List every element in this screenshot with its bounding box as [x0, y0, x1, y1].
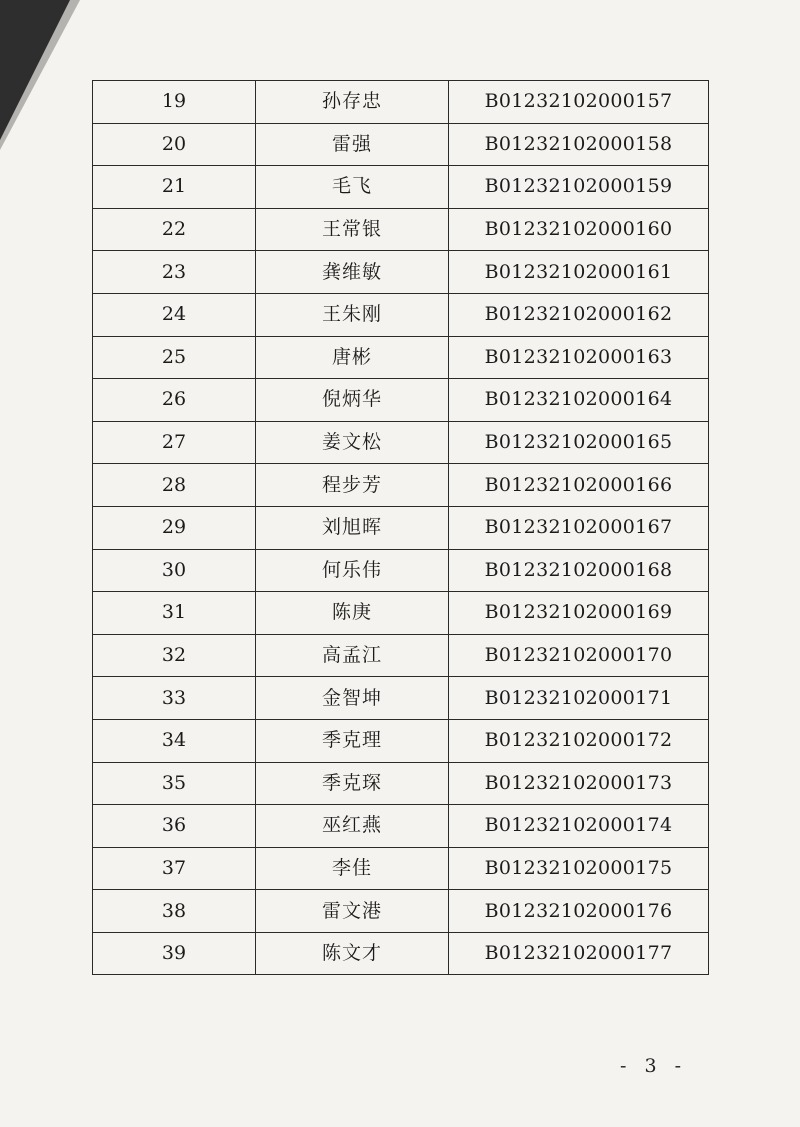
- table-row: [93, 81, 709, 124]
- row-code-cell: B01232102000174: [449, 805, 709, 848]
- row-code-cell: B01232102000164: [449, 379, 709, 422]
- row-index-cell: 38: [93, 890, 256, 933]
- row-index-cell: 23: [93, 251, 256, 294]
- row-code-cell: B01232102000167: [449, 506, 709, 549]
- row-index-cell: 34: [93, 719, 256, 762]
- row-index-cell: 20: [93, 123, 256, 166]
- table-row: [93, 890, 709, 933]
- row-index-cell: 19: [93, 81, 256, 124]
- row-code-cell: B01232102000173: [449, 762, 709, 805]
- row-name-cell: 雷强: [256, 123, 449, 166]
- row-name-cell: 雷文港: [256, 890, 449, 933]
- row-code-cell: B01232102000177: [449, 932, 709, 975]
- row-index-cell: 29: [93, 506, 256, 549]
- row-index-cell: 22: [93, 208, 256, 251]
- row-name-cell: 王常银: [256, 208, 449, 251]
- table-row: [93, 762, 709, 805]
- row-name-cell: 王朱刚: [256, 293, 449, 336]
- table-row: [93, 719, 709, 762]
- row-name-cell: 金智坤: [256, 677, 449, 720]
- table-row: [93, 847, 709, 890]
- row-name-cell: 倪炳华: [256, 379, 449, 422]
- row-index-cell: 32: [93, 634, 256, 677]
- row-code-cell: B01232102000169: [449, 592, 709, 635]
- row-code-cell: B01232102000157: [449, 81, 709, 124]
- row-code-cell: B01232102000168: [449, 549, 709, 592]
- table-row: [93, 932, 709, 975]
- row-index-cell: 36: [93, 805, 256, 848]
- table-row: [93, 805, 709, 848]
- row-code-cell: B01232102000161: [449, 251, 709, 294]
- row-code-cell: B01232102000170: [449, 634, 709, 677]
- row-code-cell: B01232102000165: [449, 421, 709, 464]
- roster-table: [92, 80, 709, 975]
- row-code-cell: B01232102000172: [449, 719, 709, 762]
- row-code-cell: B01232102000166: [449, 464, 709, 507]
- table-row: [93, 634, 709, 677]
- table-row: [93, 379, 709, 422]
- table-row: [93, 293, 709, 336]
- row-name-cell: 巫红燕: [256, 805, 449, 848]
- table-row: [93, 464, 709, 507]
- table-row: [93, 549, 709, 592]
- table-row: [93, 506, 709, 549]
- row-index-cell: 28: [93, 464, 256, 507]
- row-code-cell: B01232102000163: [449, 336, 709, 379]
- row-name-cell: 何乐伟: [256, 549, 449, 592]
- row-name-cell: 龚维敏: [256, 251, 449, 294]
- row-index-cell: 25: [93, 336, 256, 379]
- table-row: [93, 166, 709, 209]
- table-row: [93, 336, 709, 379]
- scan-corner-fold: [0, 0, 70, 140]
- row-name-cell: 陈文才: [256, 932, 449, 975]
- row-name-cell: 李佳: [256, 847, 449, 890]
- row-index-cell: 39: [93, 932, 256, 975]
- row-index-cell: 26: [93, 379, 256, 422]
- table-row: [93, 421, 709, 464]
- page-number: - 3 -: [620, 1055, 688, 1077]
- row-name-cell: 程步芳: [256, 464, 449, 507]
- row-name-cell: 姜文松: [256, 421, 449, 464]
- row-code-cell: B01232102000176: [449, 890, 709, 933]
- row-code-cell: B01232102000159: [449, 166, 709, 209]
- table-row: [93, 251, 709, 294]
- table-row: [93, 208, 709, 251]
- table-row: [93, 592, 709, 635]
- row-name-cell: 毛飞: [256, 166, 449, 209]
- row-name-cell: 刘旭晖: [256, 506, 449, 549]
- row-index-cell: 33: [93, 677, 256, 720]
- row-index-cell: 21: [93, 166, 256, 209]
- row-code-cell: B01232102000171: [449, 677, 709, 720]
- row-index-cell: 35: [93, 762, 256, 805]
- row-name-cell: 孙存忠: [256, 81, 449, 124]
- row-name-cell: 高孟江: [256, 634, 449, 677]
- row-index-cell: 30: [93, 549, 256, 592]
- row-name-cell: 陈庚: [256, 592, 449, 635]
- row-code-cell: B01232102000158: [449, 123, 709, 166]
- table-row: [93, 123, 709, 166]
- row-name-cell: 季克理: [256, 719, 449, 762]
- roster-table-body: [93, 81, 709, 975]
- row-index-cell: 37: [93, 847, 256, 890]
- row-code-cell: B01232102000160: [449, 208, 709, 251]
- table-row: [93, 677, 709, 720]
- row-name-cell: 唐彬: [256, 336, 449, 379]
- row-index-cell: 27: [93, 421, 256, 464]
- row-code-cell: B01232102000162: [449, 293, 709, 336]
- row-index-cell: 24: [93, 293, 256, 336]
- row-name-cell: 季克琛: [256, 762, 449, 805]
- row-index-cell: 31: [93, 592, 256, 635]
- row-code-cell: B01232102000175: [449, 847, 709, 890]
